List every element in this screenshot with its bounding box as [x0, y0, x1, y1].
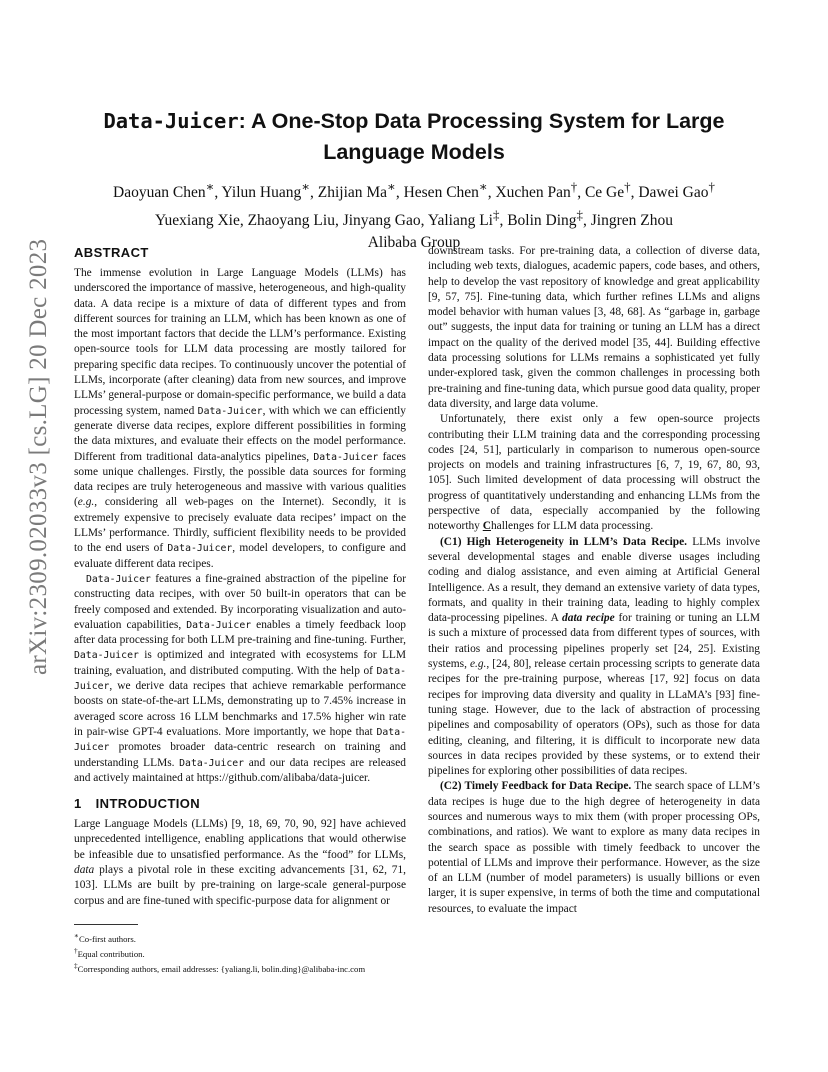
author-name: Jingren Zhou — [590, 212, 673, 230]
title-system-name: Data-Juicer — [103, 109, 239, 133]
author-name: Yilun Huang — [221, 184, 302, 202]
title-line2: Language Models — [323, 140, 505, 164]
text-run: downstream tasks. For pre-training data, a collection of diverse data, including web texts, dialogues, academic papers, code bases, and others, help to develop the vast repository of knowledge and great applicability [9, 57, 75]. Fine-tuning data, which further refines LLMs and aligns model behavior with human values [3, 48, 68]. As “garbage in, garbage out” suggests, the input data for training or tuning an LLM has a direct impact on the quality of the derived model [35, 44]. Building effective data processing solutions for LLMs remains a sophisticated yet fully under-explored task, given the common challenges in processing both pre-training and fine-tuning data, which pursue good data quality, proper data diversity, and large data volume. — [428, 245, 760, 410]
challenge-c1-text — [428, 536, 760, 777]
author-name: Bolin Ding — [507, 212, 577, 230]
text-run: , with which we can efficiently generate diverse data recipes, explore different possibilities in forming the data mixtures, and evaluate their effects on the model performance. Different from traditional data-analytics pipelines, — [74, 404, 406, 463]
footnote-3-text: Corresponding authors, email addresses: {yaliang.li, bolin.ding}@alibaba-inc.com — [77, 964, 366, 975]
challenge-c2-text — [428, 780, 760, 914]
author-name: Dawei Gao — [638, 184, 709, 202]
text-run: , [24, 80], release certain processing scripts to generate data recipes for the pre-training purpose, whereas [17, 92] focus on data recipes for improving data diversity and quality in LLaMA’s [93] fine-tuning stage. However, due to the lack of abstraction of processing pipelines and composability of operators (OPs), such as those for data editing, cleaning, and filtering, it is difficult to incorporate new data sources in data recipes provided by these systems, or to extend their pipelines for exploring other possibilities of data recipes. — [428, 658, 760, 778]
footnote-rule — [74, 924, 138, 925]
text-run: features a fine-grained abstraction of the pipeline for constructing data recipes, with over 50 built-in operators that can be freely composed and extended. By incorporating visualization and auto-evaluation capabilities, — [74, 572, 406, 631]
challenge-c1-label: (C1) High Heterogeneity in LLM’s Data Recipe. — [440, 535, 688, 548]
author-block — [70, 176, 758, 254]
author-affiliation-mark: ∗ — [205, 179, 215, 194]
author-name: Jinyang Gao — [342, 212, 421, 230]
author-affiliation-mark: ∗ — [301, 179, 310, 194]
system-name: Data-Juicer — [167, 543, 233, 555]
title-line1-rest: : A One-Stop Data Processing System for Large — [238, 109, 725, 133]
author-affiliation-mark: ‡ — [576, 207, 583, 223]
introduction-heading — [74, 795, 406, 813]
system-name: Data-Juicer — [179, 757, 245, 769]
intro-paragraph-1 — [74, 817, 406, 909]
affiliation: Alibaba Group — [367, 234, 461, 252]
challenge-c2-label: (C2) Timely Feedback for Data Recipe. — [440, 780, 632, 793]
text-run: e.g. — [469, 658, 487, 671]
section-number: 1 — [74, 796, 82, 812]
system-name: Data-Juicer — [74, 650, 139, 662]
footnote-2-mark: † — [74, 947, 78, 956]
author-affiliation-mark: † — [624, 179, 631, 194]
system-name: Data-Juicer — [74, 665, 406, 693]
text-run: and our data recipes are released and actively maintained at https://github.com/alibaba/data-juicer. — [74, 756, 406, 784]
text-run: The immense evolution in Large Language Models (LLMs) has underscored the importance of massive, heterogeneous, and high-quality data. A data recipe is a mixture of data of different types and from different sources for training an LLM, which has been known as one of the most important factors that decide the LLM’s performance. Existing open-source tools for LLM data processing are mostly tailored for preparing specific data recipes. To continuously uncover the potential of LLMs, incorporate (after cleaning) data from new sources, and improve LLMs’ general-purpose or domain-specific performance, we build a data processing system, named — [74, 267, 406, 417]
author-row-1: Daoyuan Chen∗, Yilun Huang∗, Zhijian Ma∗, Hesen Chen∗, Xuchen Pan†, Ce Ge†, Dawei Gao† — [113, 179, 715, 202]
author-affiliation-mark: ‡ — [493, 207, 500, 223]
text-run: LLMs involve several developmental stages and enable diverse usages including coding and dialog assistance, and even aiming at Artificial General Intelligence. As a result, they demand an extensive variety of data types, formats, and quality in their training data, leading to highly complex data-processing pipelines. A — [428, 535, 760, 625]
system-name: Data-Juicer — [313, 451, 379, 463]
intro-paragraph-1-continued — [428, 244, 760, 412]
text-run: promotes broader data-centric research on training and understanding LLMs. — [74, 741, 406, 769]
footnote-2 — [74, 945, 414, 960]
footnote-1-text: Co-first authors. — [78, 933, 136, 944]
author-name: Hesen Chen — [403, 184, 479, 202]
author-name: Zhaoyang Liu — [247, 212, 335, 230]
text-run: data — [74, 863, 95, 876]
author-name: Zhijian Ma — [317, 184, 388, 202]
footnotes — [74, 924, 414, 975]
intro-paragraph-2 — [428, 412, 760, 534]
left-column — [74, 244, 406, 909]
system-name: Data-Juicer — [197, 405, 263, 417]
author-name: Ce Ge — [584, 184, 625, 202]
abstract-heading: ABSTRACT — [74, 245, 149, 260]
author-name: Xuchen Pan — [495, 184, 571, 202]
text-run: C — [482, 520, 491, 533]
arxiv-identifier-stamp: arXiv:2309.02033v3 [cs.LG] 20 Dec 2023 — [25, 238, 52, 675]
author-affiliation-mark: † — [708, 179, 715, 194]
author-row-2: Yuexiang Xie, Zhaoyang Liu, Jinyang Gao, Yaliang Li‡, Bolin Ding‡, Jingren Zhou — [155, 207, 673, 230]
text-run: , considering all web-pages on the Internet). Secondly, it is extremely expensive to precisely evaluate data recipes’ impact on the LLMs’ performance. Thirdly, sufficient flexibility needs to be provided to the end users of — [74, 496, 406, 555]
section-title: INTRODUCTION — [95, 796, 201, 812]
text-run: faces some unique challenges. Firstly, the possible data sources for forming data recipes are truly heterogeneous and massive with various qualities ( — [74, 450, 406, 509]
text-run: , we derive data recipes that achieve remarkable performance boosts on state-of-the-art LLMs, demonstrating up to 7.45% increase in averaged score across 16 LLM benchmarks and 17.5% higher win rate in pair-wise GPT-4 evaluations. More importantly, we hope that — [74, 680, 406, 738]
text-run: Unfortunately, there exist only a few open-source projects contributing their LLM training data and the corresponding processing codes [24, 51], particularly in comparison to numerous open-source projects on models and training infrastructures [6, 7, 19, 67, 80, 93, 105]. Such limited development of data processing will obstruct the progress of quantitatively understanding and enhancing LLMs from the perspective of data, especially accompanied by the following noteworthy — [428, 413, 760, 533]
text-run: hallenges for LLM data processing. — [490, 520, 654, 533]
right-column — [428, 244, 760, 917]
paper-title — [80, 106, 748, 168]
author-affiliation-mark: † — [570, 179, 578, 194]
author-name: Yuexiang Xie — [155, 212, 240, 230]
author-name: Daoyuan Chen — [113, 184, 206, 202]
challenge-c1-paragraph — [428, 535, 760, 780]
challenge-c2-paragraph — [428, 779, 760, 917]
text-run: data recipe — [562, 612, 615, 625]
footnote-3 — [74, 960, 414, 975]
author-affiliation-mark: ∗ — [478, 179, 488, 194]
text-run: plays a pivotal role in these exciting advancements [31, 62, 71, 103]. LLMs are built by pre-training on large-scale general-purpose corpus and are fine-tuned with specific-purpose data for alignment or — [74, 863, 406, 907]
author-affiliation-mark: ∗ — [387, 179, 396, 194]
footnote-1 — [74, 930, 414, 945]
footnote-1-mark: ∗ — [74, 932, 79, 940]
footnote-3-mark: ‡ — [74, 962, 78, 971]
text-run: enables a timely feedback loop after data processing for both LLM pre-training and fine-tuning. Further, — [74, 618, 406, 647]
text-run: is optimized and integrated with ecosystems for LLM training, evaluation, and distributed computing. With the help of — [74, 649, 406, 677]
system-name: Data-Juicer — [186, 619, 252, 631]
author-name: Yaliang Li — [427, 212, 493, 230]
text-run: Large Language Models (LLMs) [9, 18, 69, 70, 90, 92] have achieved unprecedented intelligence, enabling applications that would otherwise be infeasible due to unsatisfied performance. As the “food” for LLMs, — [74, 818, 406, 861]
abstract-paragraph-1 — [74, 266, 406, 572]
text-run: , model developers, to configure and evaluate different data recipes. — [74, 542, 406, 570]
text-run: The search space of LLM’s data recipes is huge due to the high degree of heterogeneity in data sources and numerous ways to mix them (with proper processing OPs, combinations, and ratios). We want to explore as many data recipes in the search space as possible with timely feedback to uncover the potential of LLMs and improve their performance. However, as the size of an LLM (number of model parameters) is usually billions or even larger, it is super expensive, in terms of both the time and computational resources, to evaluate the impact — [428, 780, 760, 915]
abstract-paragraph-2 — [74, 572, 406, 786]
system-name: Data-Juicer — [74, 726, 406, 754]
footnote-2-text: Equal contribution. — [77, 948, 145, 959]
text-run: for training or tuning an LLM is such a mixture of processed data from different types of sources, with their ratios and processing pipelines properly set [24, 25]. Existing systems, — [428, 612, 760, 671]
text-run: e.g. — [77, 496, 95, 509]
system-name: Data-Juicer — [86, 573, 151, 585]
